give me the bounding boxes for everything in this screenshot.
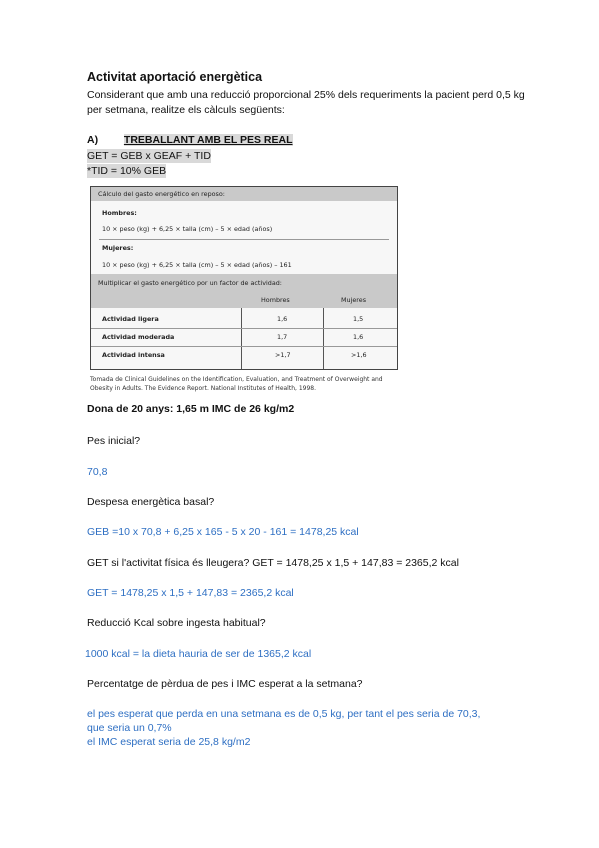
- row-men-factor: >1,7: [275, 351, 291, 359]
- answer-4: 1000 kcal = la dieta hauria de ser de 1365,2 kcal: [85, 648, 312, 660]
- divider: [99, 239, 389, 240]
- answer-5-line-1: el pes esperat que perda en una setmana es de 0,5 kg, per tant el pes seria de 70,3,: [87, 708, 481, 720]
- question-5: Percentatge de pèrdua de pes i IMC esperat a la setmana?: [87, 678, 363, 690]
- patient-description: Dona de 20 anys: 1,65 m IMC de 26 kg/m2: [87, 403, 295, 415]
- row-women-factor: 1,6: [353, 333, 364, 341]
- row-activity: Actividad intensa: [102, 351, 165, 359]
- question-4: Reducció Kcal sobre ingesta habitual?: [87, 617, 266, 629]
- answer-5-line-3: el IMC esperat seria de 25,8 kg/m2: [87, 736, 251, 748]
- section-letter: A): [87, 134, 99, 146]
- question-1: Pes inicial?: [87, 435, 141, 447]
- energy-expenditure-table-image: [90, 186, 398, 370]
- column-divider: [241, 308, 242, 369]
- question-3: GET si l'activitat física és lleugera? GET = 1478,25 x 1,5 + 147,83 = 2365,2 kcal: [87, 557, 459, 569]
- row-activity: Actividad ligera: [102, 315, 159, 323]
- row-activity: Actividad moderada: [102, 333, 175, 341]
- men-label: Hombres:: [102, 209, 137, 217]
- table-header: Cálculo del gasto energético en reposo:: [98, 190, 225, 198]
- col-men: Hombres: [261, 296, 290, 304]
- divider: [91, 328, 397, 329]
- men-formula: 10 × peso (kg) + 6,25 × talla (cm) – 5 × edad (años): [102, 225, 273, 233]
- row-women-factor: 1,5: [353, 315, 364, 323]
- section-title: TREBALLANT AMB EL PES REAL: [123, 134, 293, 146]
- row-women-factor: >1,6: [351, 351, 367, 359]
- women-label: Mujeres:: [102, 244, 134, 252]
- section-heading: [87, 134, 293, 146]
- row-men-factor: 1,7: [277, 333, 288, 341]
- question-2: Despesa energètica basal?: [87, 496, 215, 508]
- table-caption: Tomada de Clinical Guidelines on the Identification, Evaluation, and Treatment of Overweight and Obesity in Adults. The Evidence Report. National Institutes of Health, 1998.: [90, 376, 383, 392]
- divider: [91, 346, 397, 347]
- document-title: Activitat aportació energètica: [87, 70, 263, 84]
- formula-get: GET = GEB x GEAF + TID: [87, 150, 211, 162]
- answer-1: 70,8: [87, 466, 108, 478]
- col-women: Mujeres: [341, 296, 367, 304]
- row-men-factor: 1,6: [277, 315, 288, 323]
- multiply-header: Multiplicar el gasto energético por un factor de actividad:: [98, 279, 282, 287]
- answer-5-line-2: que seria un 0,7%: [87, 722, 172, 734]
- column-divider: [323, 308, 324, 369]
- answer-3: GET = 1478,25 x 1,5 + 147,83 = 2365,2 kcal: [87, 587, 294, 599]
- intro-paragraph: Considerant que amb una reducció proporcional 25% dels requeriments la pacient perd 0,5 kg per setmana, realitze els càlculs següents:: [87, 89, 525, 116]
- answer-2: GEB =10 x 70,8 + 6,25 x 165 - 5 x 20 - 161 = 1478,25 kcal: [87, 526, 359, 538]
- formula-tid: *TID = 10% GEB: [87, 165, 167, 177]
- women-formula: 10 × peso (kg) + 6,25 × talla (cm) – 5 × edad (años) – 161: [102, 261, 292, 269]
